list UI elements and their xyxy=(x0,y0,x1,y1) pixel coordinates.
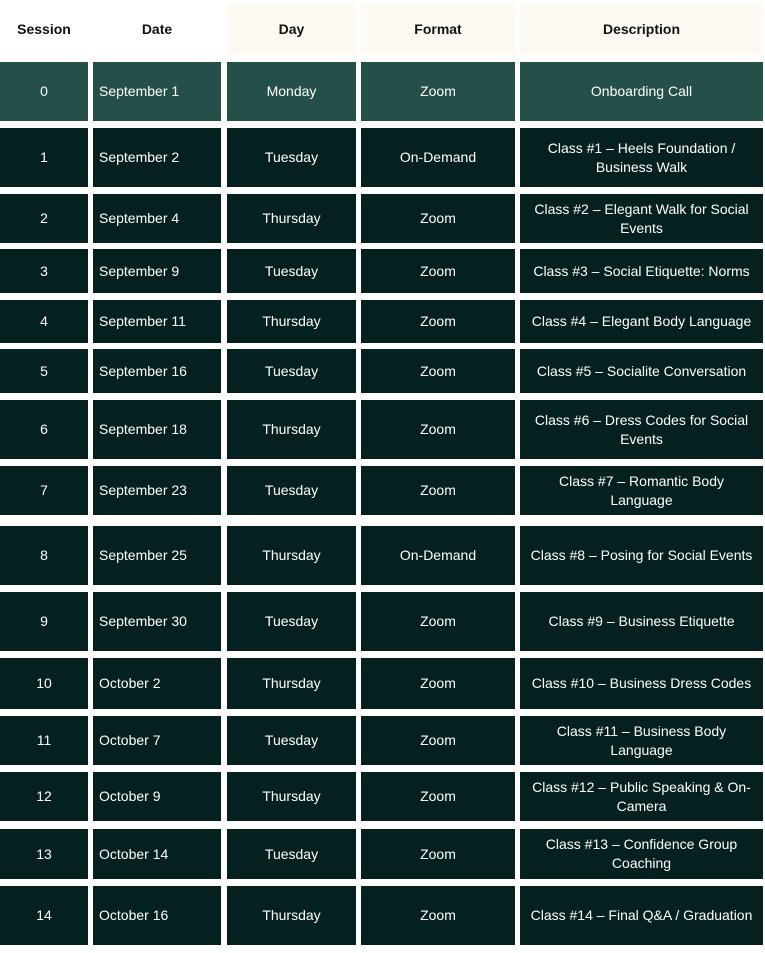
format-cell: Zoom xyxy=(361,249,515,293)
session-cell: 14 xyxy=(0,886,88,945)
date-cell: September 11 xyxy=(93,300,221,343)
header-description: Description xyxy=(520,4,763,54)
format-cell: Zoom xyxy=(361,886,515,945)
session-cell: 9 xyxy=(0,592,88,651)
format-cell: Zoom xyxy=(361,300,515,343)
format-cell: Zoom xyxy=(361,716,515,765)
format-cell: Zoom xyxy=(361,658,515,709)
format-cell: Zoom xyxy=(361,592,515,651)
session-cell: 0 xyxy=(0,62,88,121)
header-format: Format xyxy=(361,4,515,54)
description-cell: Class #3 – Social Etiquette: Norms xyxy=(520,249,763,293)
session-cell: 12 xyxy=(0,772,88,821)
header-date: Date xyxy=(141,21,173,37)
session-cell: 6 xyxy=(0,400,88,459)
description-cell: Class #13 – Confidence Group Coaching xyxy=(520,829,763,879)
day-cell: Thursday xyxy=(227,526,356,585)
format-cell: Zoom xyxy=(361,194,515,243)
description-cell: Class #1 – Heels Foundation / Business Walk xyxy=(520,128,763,187)
format-cell: Zoom xyxy=(361,62,515,121)
session-cell: 10 xyxy=(0,658,88,709)
header-session: Session xyxy=(17,21,71,37)
date-cell: September 1 xyxy=(93,62,221,121)
day-cell: Tuesday xyxy=(227,249,356,293)
date-cell: September 4 xyxy=(93,194,221,243)
description-cell: Class #12 – Public Speaking & On-Camera xyxy=(520,772,763,821)
description-cell: Class #7 – Romantic Body Language xyxy=(520,466,763,515)
session-cell: 3 xyxy=(0,249,88,293)
day-cell: Tuesday xyxy=(227,466,356,515)
date-cell: September 25 xyxy=(93,526,221,585)
day-cell: Thursday xyxy=(227,300,356,343)
date-cell: September 18 xyxy=(93,400,221,459)
format-cell: Zoom xyxy=(361,466,515,515)
date-cell: September 23 xyxy=(93,466,221,515)
description-cell: Class #6 – Dress Codes for Social Events xyxy=(520,400,763,459)
header-day: Day xyxy=(227,4,356,54)
date-cell: October 14 xyxy=(93,829,221,879)
description-cell: Class #5 – Socialite Conversation xyxy=(520,349,763,393)
date-cell: October 9 xyxy=(93,772,221,821)
date-cell: September 2 xyxy=(93,128,221,187)
date-cell: September 30 xyxy=(93,592,221,651)
description-cell: Onboarding Call xyxy=(520,62,763,121)
date-cell: October 16 xyxy=(93,886,221,945)
day-cell: Tuesday xyxy=(227,128,356,187)
format-cell: On-Demand xyxy=(361,128,515,187)
session-cell: 8 xyxy=(0,526,88,585)
session-cell: 5 xyxy=(0,349,88,393)
date-cell: September 16 xyxy=(93,349,221,393)
format-cell: Zoom xyxy=(361,829,515,879)
day-cell: Tuesday xyxy=(227,829,356,879)
date-cell: October 2 xyxy=(93,658,221,709)
description-cell: Class #14 – Final Q&A / Graduation xyxy=(520,886,763,945)
day-cell: Monday xyxy=(227,62,356,121)
session-cell: 1 xyxy=(0,128,88,187)
day-cell: Thursday xyxy=(227,400,356,459)
day-cell: Tuesday xyxy=(227,592,356,651)
description-cell: Class #11 – Business Body Language xyxy=(520,716,763,765)
description-cell: Class #10 – Business Dress Codes xyxy=(520,658,763,709)
session-cell: 11 xyxy=(0,716,88,765)
description-cell: Class #4 – Elegant Body Language xyxy=(520,300,763,343)
day-cell: Thursday xyxy=(227,194,356,243)
format-cell: Zoom xyxy=(361,400,515,459)
session-cell: 7 xyxy=(0,466,88,515)
day-cell: Thursday xyxy=(227,658,356,709)
day-cell: Tuesday xyxy=(227,349,356,393)
session-cell: 2 xyxy=(0,194,88,243)
description-cell: Class #9 – Business Etiquette xyxy=(520,592,763,651)
day-cell: Thursday xyxy=(227,886,356,945)
day-cell: Tuesday xyxy=(227,716,356,765)
date-cell: September 9 xyxy=(93,249,221,293)
session-cell: 13 xyxy=(0,829,88,879)
day-cell: Thursday xyxy=(227,772,356,821)
format-cell: Zoom xyxy=(361,772,515,821)
format-cell: On-Demand xyxy=(361,526,515,585)
date-cell: October 7 xyxy=(93,716,221,765)
description-cell: Class #2 – Elegant Walk for Social Events xyxy=(520,194,763,243)
format-cell: Zoom xyxy=(361,349,515,393)
description-cell: Class #8 – Posing for Social Events xyxy=(520,526,763,585)
session-cell: 4 xyxy=(0,300,88,343)
